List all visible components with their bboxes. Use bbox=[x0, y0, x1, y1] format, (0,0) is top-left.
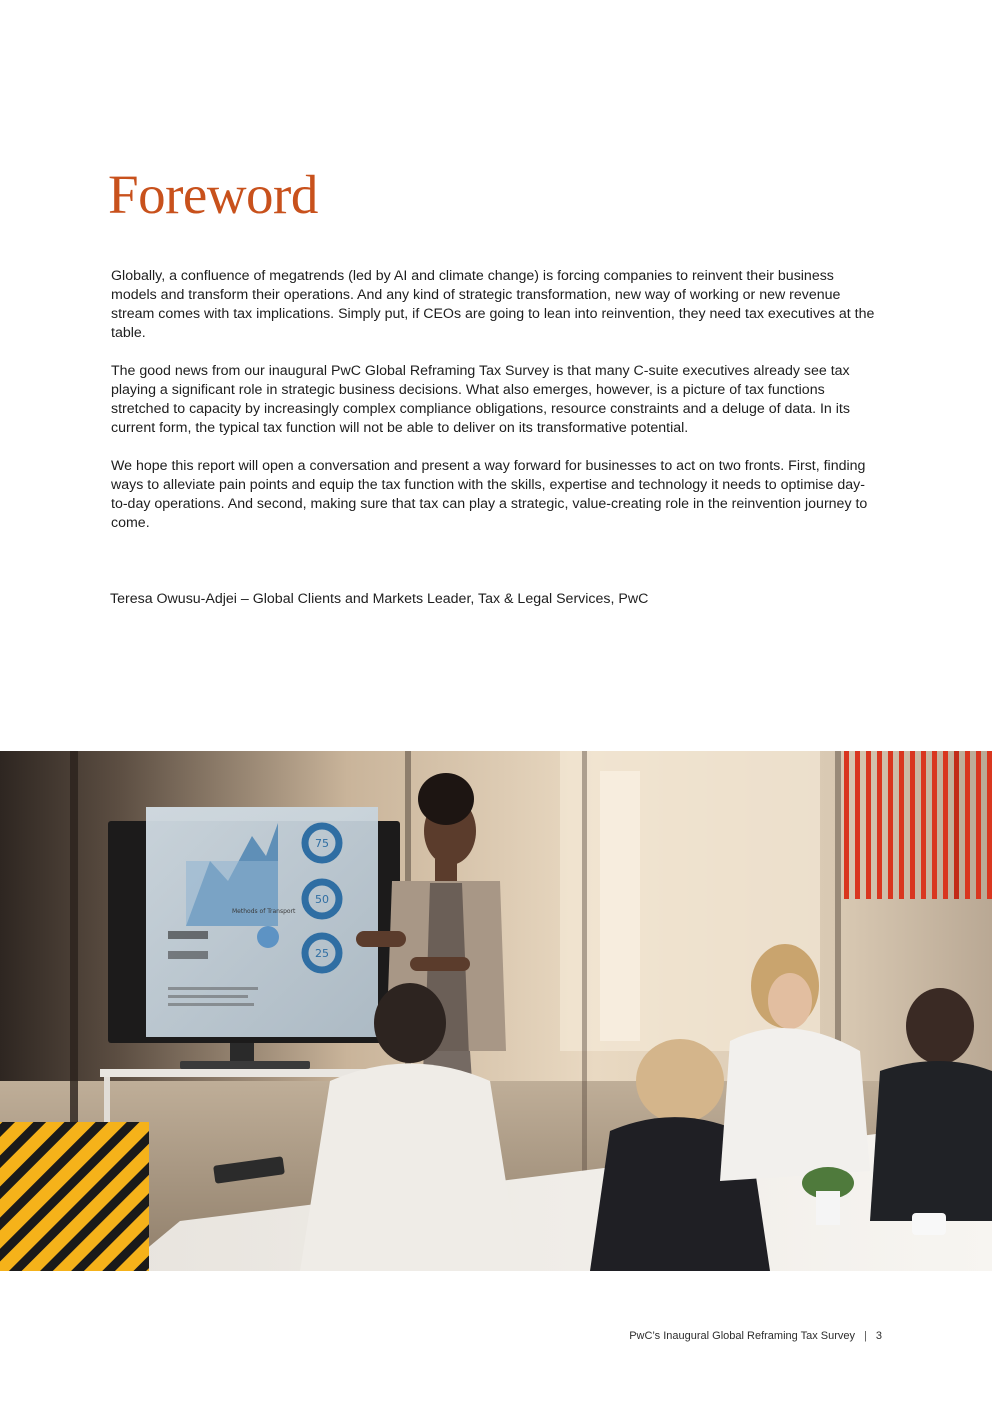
meeting-photo bbox=[0, 751, 992, 1271]
screen-label-25: 25 bbox=[315, 947, 329, 960]
page-footer bbox=[629, 1329, 882, 1343]
screen-label-75: 75 bbox=[315, 837, 329, 850]
yellow-stripes-graphic bbox=[0, 1122, 149, 1271]
footer-separator: | bbox=[864, 1330, 867, 1342]
publication-title: PwC’s Inaugural Global Reframing Tax Survey bbox=[629, 1330, 856, 1342]
author-byline: Teresa Owusu-Adjei – Global Clients and Markets Leader, Tax & Legal Services, PwC bbox=[110, 591, 649, 607]
foreword-body bbox=[111, 267, 881, 552]
paragraph-2: The good news from our inaugural PwC Global Reframing Tax Survey is that many C-suite executives already see tax playing a significant role in strategic business decisions. What also emerges, however, is a picture of tax functions stretched to capacity by increasingly complex compliance obligations, resource constraints and a deluge of data. In its current form, the typical tax function will not be able to deliver on its transformative potential. bbox=[111, 363, 850, 436]
paragraph-1: Globally, a confluence of megatrends (led by AI and climate change) is forcing companies to reinvent their business models and transform their operations. And any kind of strategic transformation, new way of working or new revenue stream comes with tax implications. Simply put, if CEOs are going to lean into reinvention, they need tax executives at the table. bbox=[111, 268, 875, 341]
paragraph-3: We hope this report will open a conversation and present a way forward for businesses to act on two fronts. First, finding ways to alleviate pain points and equip the tax function with the skills, expertise and technology it needs to optimise day-to-day operations. And second, making sure that tax can play a strategic, value-creating role in the reinvention journey to come. bbox=[111, 458, 868, 531]
page-title: Foreword bbox=[108, 164, 318, 225]
screen-heading: Methods of Transport bbox=[232, 908, 296, 915]
page-number: 3 bbox=[875, 1330, 882, 1342]
screen-label-50: 50 bbox=[315, 893, 329, 906]
